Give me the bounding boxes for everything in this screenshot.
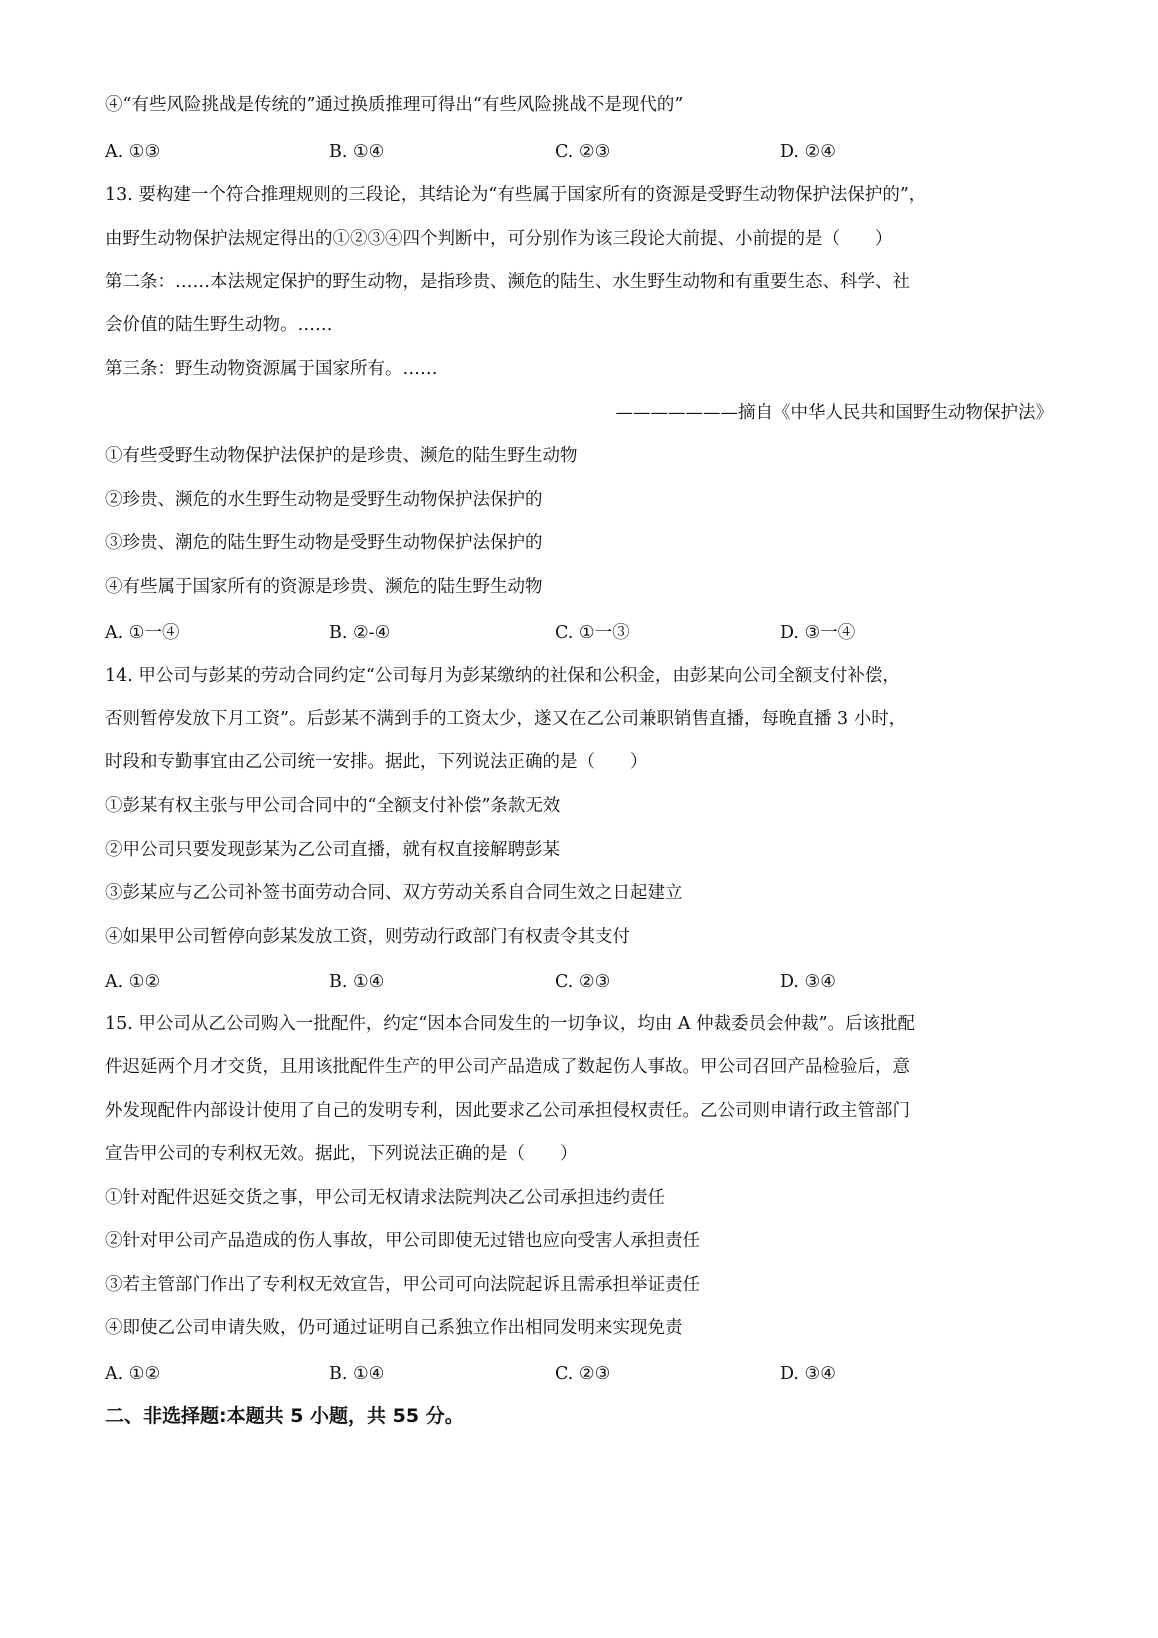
- q13-item-3: ③珍贵、潮危的陆生野生动物是受野生动物保护法保护的: [105, 533, 543, 553]
- section-2-heading: 二、非选择题:本题共 5 小题，共 55 分。: [105, 1405, 464, 1427]
- q14-stem-line-3: 时段和专勤事宜由乙公司统一安排。据此，下列说法正确的是（ ）: [105, 752, 648, 772]
- q15-item-2: ②针对甲公司产品造成的伤人事故，甲公司即使无过错也应向受害人承担责任: [105, 1231, 700, 1251]
- q14-option-b: B. ①④: [329, 972, 385, 992]
- q12-option-c: C. ②③: [555, 142, 611, 162]
- q12-option-a: A. ①③: [105, 142, 161, 162]
- q13-option-c: C. ①一③: [555, 623, 630, 643]
- q13-option-d: D. ③一④: [780, 623, 856, 643]
- q15-stem-line-4: 宣告甲公司的专利权无效。据此，下列说法正确的是（ ）: [105, 1144, 578, 1164]
- q15-item-3: ③若主管部门作出了专利权无效宣告，甲公司可向法院起诉且需承担举证责任: [105, 1275, 700, 1295]
- q13-law-line-2: 会价值的陆生野生动物。……: [105, 315, 333, 335]
- q15-stem-line-3: 外发现配件内部设计使用了自己的发明专利，因此要求乙公司承担侵权责任。乙公司则申请行政主管部门: [105, 1101, 910, 1121]
- q15-stem-line-1: 15. 甲公司从乙公司购入一批配件，约定“因本合同发生的一切争议，均由 A 仲裁委员会仲裁”。后该批配: [105, 1014, 916, 1034]
- q13-law-line-3: 第三条：野生动物资源属于国家所有。……: [105, 359, 438, 379]
- q14-item-2: ②甲公司只要发现彭某为乙公司直播，就有权直接解聘彭某: [105, 840, 560, 860]
- q13-stem-line-2: 由野生动物保护法规定得出的①②③④四个判断中，可分别作为该三段论大前提、小前提的是（ ）: [105, 229, 893, 249]
- q13-option-a: A. ①一④: [105, 623, 180, 643]
- q14-option-a: A. ①②: [105, 972, 161, 992]
- q14-item-1: ①彭某有权主张与甲公司合同中的“全额支付补偿”条款无效: [105, 796, 561, 816]
- q15-item-1: ①针对配件迟延交货之事，甲公司无权请求法院判决乙公司承担违约责任: [105, 1188, 665, 1208]
- q13-item-4: ④有些属于国家所有的资源是珍贵、濒危的陆生野生动物: [105, 577, 543, 597]
- q13-option-b: B. ②-④: [329, 623, 391, 643]
- q14-stem-line-2: 否则暂停发放下月工资”。后彭某不满到手的工资太少，遂又在乙公司兼职销售直播，每晚直播 3 小时，: [105, 709, 907, 729]
- q13-stem-line-1: 13. 要构建一个符合推理规则的三段论，其结论为“有些属于国家所有的资源是受野生动物保护法保护的”，: [105, 185, 927, 205]
- q15-item-4: ④即使乙公司申请失败，仍可通过证明自己系独立作出相同发明来实现免责: [105, 1318, 683, 1338]
- q12-option-d: D. ②④: [780, 142, 836, 162]
- q13-source: ———————摘自《中华人民共和国野生动物保护法》: [615, 403, 1053, 423]
- q12-option-b: B. ①④: [329, 142, 385, 162]
- q15-option-c: C. ②③: [555, 1364, 611, 1384]
- q14-option-c: C. ②③: [555, 972, 611, 992]
- q14-item-4: ④如果甲公司暂停向彭某发放工资，则劳动行政部门有权责令其支付: [105, 927, 630, 947]
- q15-option-b: B. ①④: [329, 1364, 385, 1384]
- q15-option-a: A. ①②: [105, 1364, 161, 1384]
- q12-item-4: ④“有些风险挑战是传统的”通过换质推理可得出“有些风险挑战不是现代的”: [105, 95, 684, 115]
- q13-item-1: ①有些受野生动物保护法保护的是珍贵、濒危的陆生野生动物: [105, 446, 578, 466]
- q15-stem-line-2: 件迟延两个月才交货，且用该批配件生产的甲公司产品造成了数起伤人事故。甲公司召回产品检验后，意: [105, 1057, 910, 1077]
- q14-stem-line-1: 14. 甲公司与彭某的劳动合同约定“公司每月为彭某缴纳的社保和公积金，由彭某向公司全额支付补偿，: [105, 666, 900, 686]
- q13-item-2: ②珍贵、濒危的水生野生动物是受野生动物保护法保护的: [105, 490, 543, 510]
- q15-option-d: D. ③④: [780, 1364, 836, 1384]
- q13-law-line-1: 第二条：……本法规定保护的野生动物，是指珍贵、濒危的陆生、水生野生动物和有重要生态、科学、社: [105, 272, 910, 292]
- q14-item-3: ③彭某应与乙公司补签书面劳动合同、双方劳动关系自合同生效之日起建立: [105, 883, 683, 903]
- q14-option-d: D. ③④: [780, 972, 836, 992]
